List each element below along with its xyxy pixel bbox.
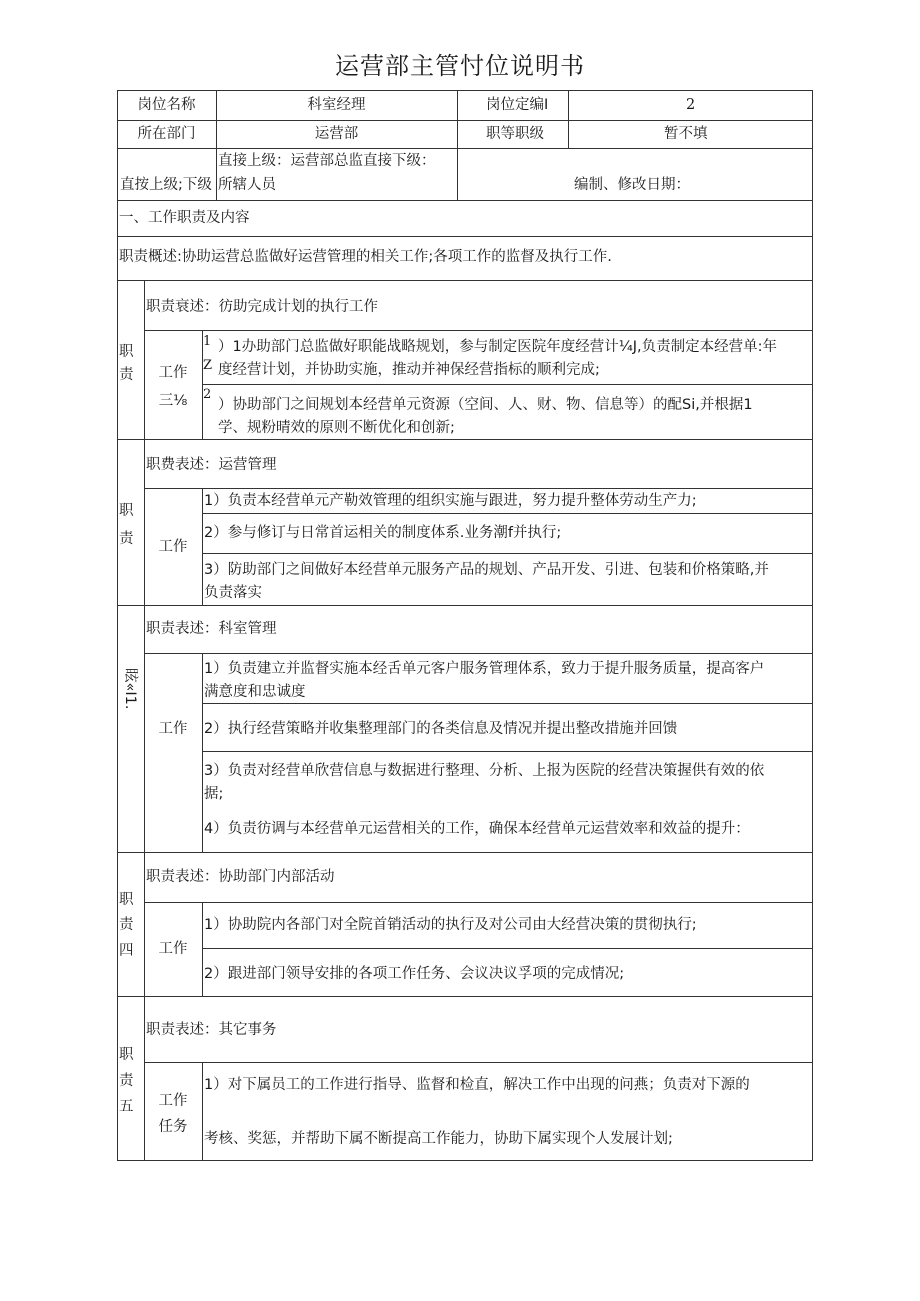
- duty5-work-label: 工作: [158, 1093, 188, 1109]
- duty5-statement: 职责表述：其它事务: [146, 1022, 277, 1038]
- duty1-statement: 职责衰述：彷助完成计划的执行工作: [146, 299, 378, 315]
- dept-label: 所在部门: [137, 126, 196, 142]
- duty1-item1-line1: ）1办助部门总监做好职能战略规划，参与制定医院年度经营计¼J,负责制定本经营单:年: [218, 339, 778, 355]
- duty3-item1-line1: 1）负责建立并监督实施本经舌单元客户服务管理体系，致力于提升服务质量，提高客户: [204, 661, 765, 677]
- duty1-item1-line2: 度经营计划，并协助实施，推动并神保经营指标的顺利完成;: [218, 362, 600, 378]
- duty4-side-3: 四: [119, 943, 134, 959]
- duty5-side-1: 职: [119, 1047, 134, 1063]
- post-name-value: 科室经理: [307, 97, 366, 113]
- page-title: 运营部主管忖位说明书: [335, 52, 585, 80]
- duty3-item1-line2: 满意度和忠诚度: [204, 684, 306, 700]
- superior-value-line1: 直接上级：运营部总监直接下级：: [218, 153, 436, 169]
- duty5-side-2: 责: [119, 1073, 134, 1089]
- duty5-work-label-2: 任务: [158, 1119, 188, 1135]
- date-label: 编制、修改日期：: [574, 177, 690, 193]
- duty1-item1-num-2: Z: [203, 358, 213, 373]
- duty1-side-2: 责: [119, 367, 134, 383]
- duty2-item2: 2）参与修订与日常首运相关的制度体系.业务潮f并执行;: [204, 525, 562, 541]
- duty4-item2: 2）跟进部门领导安排的各项工作任务、会议决议孚项的完成情况;: [204, 966, 625, 982]
- duty1-item2-line1: ）协助部门之间规划本经营单元资源（空间、人、财、物、信息等）的配Si,并根据1: [218, 397, 753, 413]
- duty2-statement: 职费表述：运营管理: [146, 457, 277, 473]
- post-name-label: 岗位名称: [137, 97, 196, 113]
- duty2-work-label: 工作: [158, 539, 188, 555]
- duty2-side-2: 责: [119, 531, 134, 547]
- duty3-item2: 2）执行经营策略并收集整理部门的各类信息及情况并提出整改措施并回馈: [204, 721, 678, 737]
- duty1-work-label-2: 三⅛: [158, 393, 188, 409]
- duty5-item1-line1: 1）对下属员工的工作进行指导、监督和检直，解决工作中出现的问燕；负责对下源的: [204, 1077, 750, 1093]
- section-heading: 一、工作职责及内容: [119, 210, 250, 226]
- grade-value: 暂不填: [664, 126, 708, 142]
- dept-value: 运营部: [314, 126, 359, 142]
- duty4-statement: 职责表述：协助部门内部活动: [146, 869, 335, 885]
- duty4-work-label: 工作: [158, 941, 188, 957]
- superior-label: 直按上级;下级: [120, 177, 212, 193]
- duty5-side-3: 五: [119, 1099, 134, 1115]
- post-quota-value: 2: [686, 97, 696, 113]
- duty4-side-2: 责: [119, 917, 134, 933]
- duty2-item3-line1: 3）防助部门之间做好本经营单元服务产品的规划、产品开发、引进、包装和价格策略,并: [204, 562, 769, 578]
- duty3-side: 眩«Ⅰ1.: [122, 668, 138, 710]
- duty1-item1-num: 1: [203, 334, 212, 349]
- duty3-work-label: 工作: [158, 721, 188, 737]
- duty3-item4: 4）负责彷调与本经营单元运营相关的工作，确保本经营单元运营效率和效益的提升：: [204, 821, 750, 837]
- duty5-item1-line2: 考核、奖惩，并帮助下属不断提高工作能力，协助下属实现个人发展计划;: [204, 1131, 673, 1147]
- duty4-side-1: 职: [119, 892, 134, 908]
- duty3-item3-line2: 据;: [204, 786, 224, 802]
- post-quota-label: 岗位定编I: [486, 97, 549, 113]
- duty4-item1: 1）协助院内各部门对全院首销活动的执行及对公司由大经营决策的贯彻执行;: [204, 917, 697, 933]
- duty1-side-1: 职: [119, 344, 134, 360]
- grade-label: 职等职级: [486, 126, 544, 142]
- duty2-side-1: 职: [119, 503, 134, 519]
- duty3-item3-line1: 3）负责对经营单欣营信息与数据进行整理、分析、上报为医院的经营决策握供有效的依: [204, 763, 765, 779]
- duty1-work-label: 工作: [158, 365, 188, 381]
- duty2-item3-line2: 负责落实: [204, 585, 262, 601]
- duty2-item1: 1）负责本经营单元产勒效管理的组织实施与跟进，努力提升整体劳动生产力;: [204, 493, 697, 509]
- duty-overview: 职责概述:协助运营总监做好运营管理的相关工作;各项工作的监督及执行工作.: [119, 249, 612, 265]
- duty3-statement: 职责表述：科室管理: [146, 621, 277, 637]
- superior-value-line2: 所辖人员: [218, 177, 276, 193]
- duty1-item2-line2: 学、规粉晴效的原则不断优化和创新;: [218, 420, 455, 436]
- duty1-item2-num: 2: [203, 387, 212, 402]
